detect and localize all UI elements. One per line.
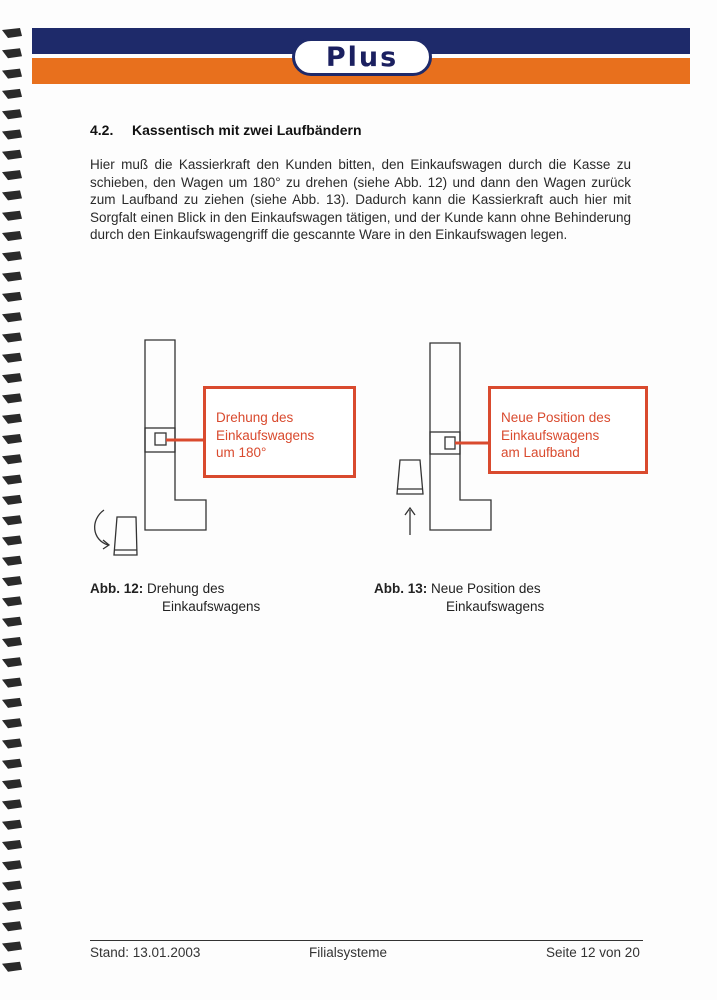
caption-line2: Einkaufswagens: [446, 599, 545, 614]
callout-line: Drehung des: [216, 410, 294, 425]
callout-line: am Laufband: [501, 445, 580, 460]
caption-line1: Drehung des: [147, 581, 225, 596]
caption-line1: Neue Position des: [431, 581, 541, 596]
caption-label: Abb. 13:: [374, 581, 428, 596]
fig12-callout: [203, 386, 356, 478]
body-paragraph: Hier muß die Kassierkraft den Kunden bitten, den Einkaufswagen durch die Kasse zu schieben, den Wagen um 180° zu drehen (siehe Abb. 12) und dann den Wagen zurück zum Laufband zu ziehen (siehe Abb. 13). Dadurch kann die Kassierkraft auch hier mit Sorgfalt einen Blick in den Einkaufswagen tätigen, und der Kunde kann ohne Behinderung durch den Einkaufswagengriff die gescannte Ware in den Einkaufswagen legen.: [90, 157, 631, 242]
section-number: 4.2.: [90, 122, 114, 138]
callout-line: Einkaufswagens: [216, 427, 315, 443]
footer-page-number: Seite 12 von 20: [546, 945, 640, 960]
fig13-caption: [374, 580, 544, 616]
fig12-cart-marker: [155, 433, 166, 445]
footer-date: Stand: 13.01.2003: [90, 945, 201, 960]
fig13-callout: [488, 386, 648, 474]
section-title: Kassentisch mit zwei Laufbändern: [132, 122, 362, 138]
fig13-cart-marker: [445, 437, 455, 449]
footer-divider: [90, 940, 643, 941]
footer-title: Filialsysteme: [309, 945, 388, 960]
logo-text: Plus: [325, 41, 399, 73]
fig12-caption: [90, 580, 260, 616]
fig12-cart: [114, 517, 137, 555]
callout-line: Einkaufswagens: [501, 427, 600, 443]
callout-line: um 180°: [216, 445, 267, 460]
callout-line: Neue Position des: [501, 410, 611, 425]
caption-label: Abb. 12:: [90, 581, 144, 596]
caption-line2: Einkaufswagens: [162, 599, 261, 614]
fig12-rotate-arrow: [95, 510, 108, 545]
